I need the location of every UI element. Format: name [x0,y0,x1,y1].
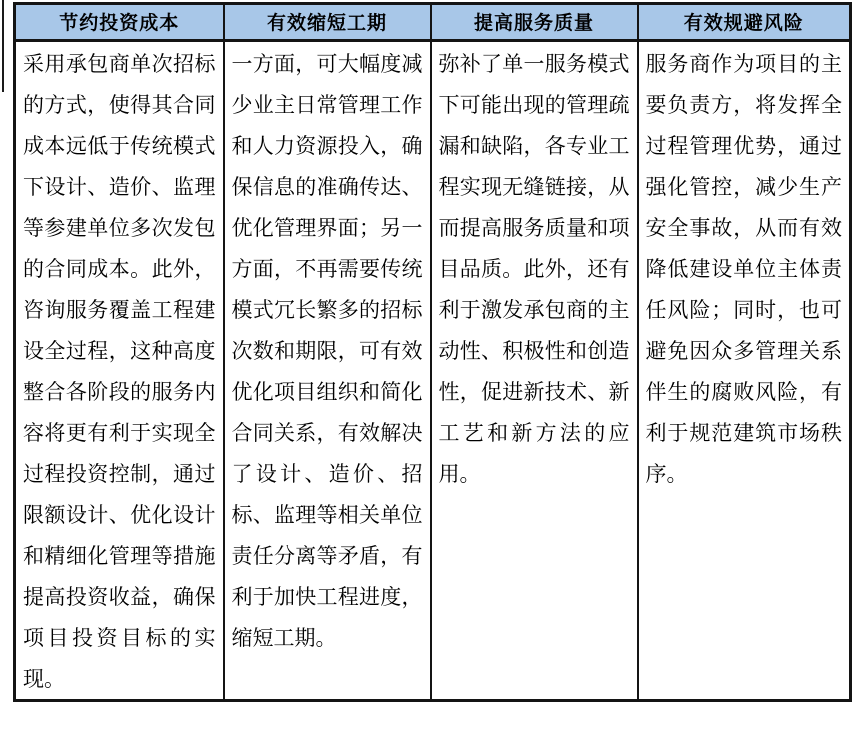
column-header-shorten-schedule: 有效缩短工期 [224,4,431,41]
column-header-save-investment-cost: 节约投资成本 [15,4,224,41]
cell-text-save-investment-cost: 采用承包商单次招标的方式，使得其合同成本远低于传统模式下设计、造价、监理等参建单位多次发包的合同成本。此外，咨询服务覆盖工程建设全过程，这种高度整合各阶段的服务内容将更有利于实现全过程投资控制，通过限额设计、优化设计和精细化管理等措施提高投资收益，确保项目投资目标的实现。 [23,52,216,691]
body-row [15,41,851,701]
cell-text-avoid-risk: 服务商作为项目的主要负责方，将发挥全过程管理优势，通过强化管控，减少生产安全事故，从而有效降低建设单位主体责任风险；同时，也可避免因众多管理关系伴生的腐败风险，有利于规范建筑市场秩序。 [645,52,842,486]
cell-text-shorten-schedule: 一方面，可大幅度减少业主日常管理工作和人力资源投入，确保信息的准确传达、优化管理界面；另一方面，不再需要传统模式冗长繁多的招标次数和期限，可有效优化项目组织和简化合同关系，有效解决了设计、造价、招标、监理等相关单位责任分离等矛盾，有利于加快工程进度，缩短工期。 [231,52,423,650]
column-header-avoid-risk: 有效规避风险 [638,4,851,41]
cell-text-improve-service-quality: 弥补了单一服务模式下可能出现的管理疏漏和缺陷，各专业工程实现无缝链接，从而提高服务质量和项目品质。此外，还有利于激发承包商的主动性、积极性和创造性，促进新技术、新工艺和新方法的应用。 [438,52,630,486]
cell-avoid-risk [638,41,851,701]
column-header-improve-service-quality: 提高服务质量 [431,4,638,41]
page-edge-mark [2,0,4,92]
cell-save-investment-cost [15,41,224,701]
cell-improve-service-quality [431,41,638,701]
header-row [15,4,851,41]
benefits-table [13,2,852,702]
cell-shorten-schedule [224,41,431,701]
